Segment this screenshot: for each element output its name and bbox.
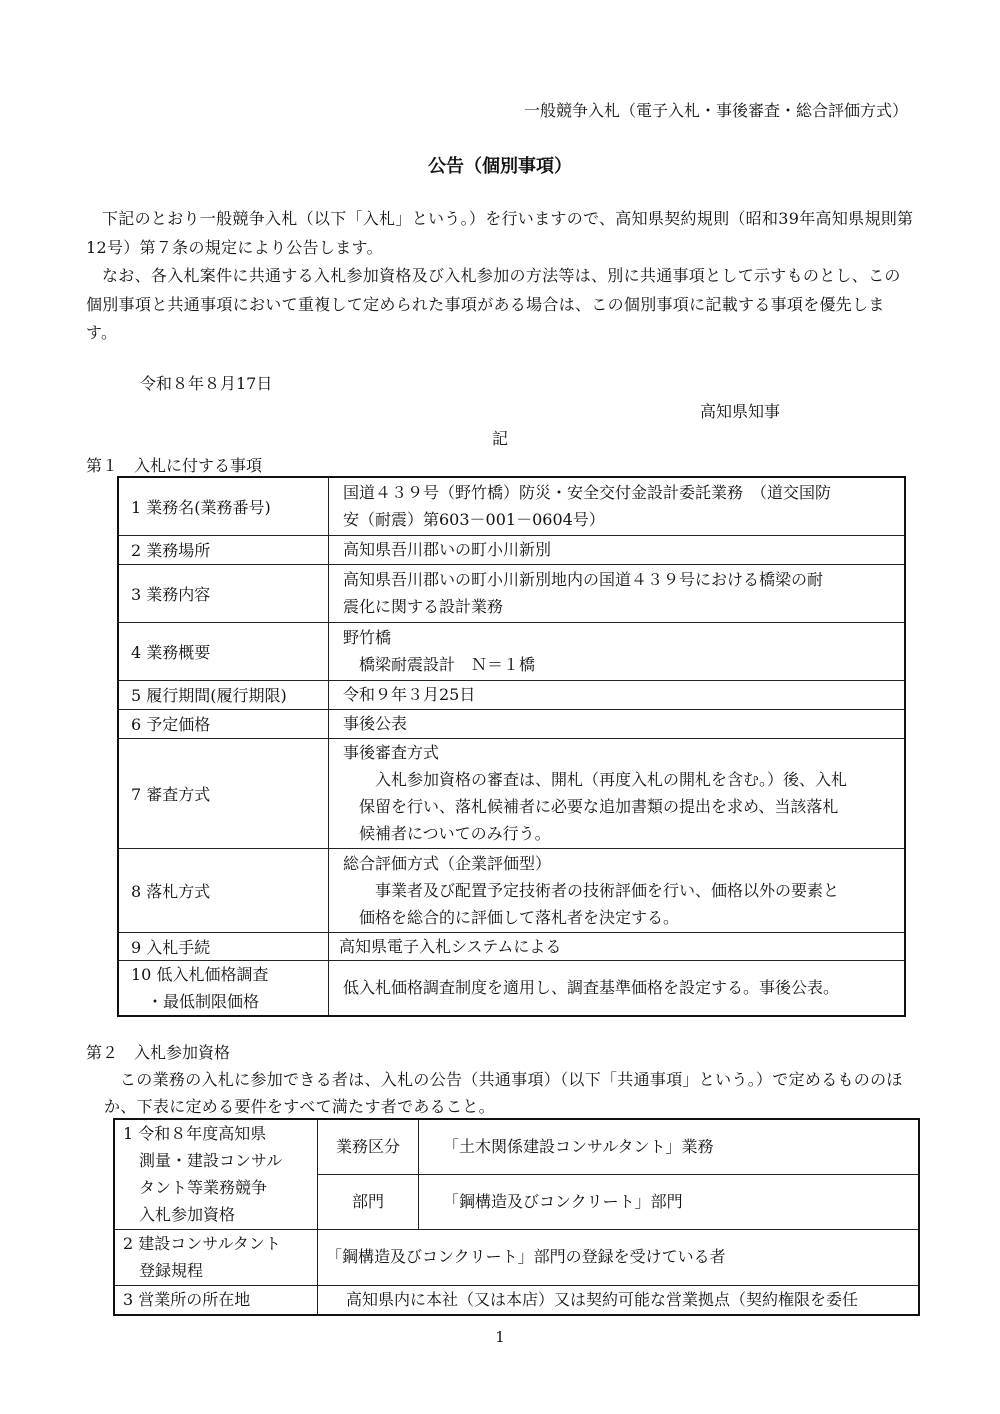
value-line: 入札参加資格の審査は、開札（再度入札の開札を含む。）後、入札 [343,770,848,789]
header-right: 一般競争入札（電子入札・事後審査・総合評価方式） [523,101,908,120]
row-value: 令和９年３月25日 [329,680,906,709]
intro-paragraph-2: なお、各入札案件に共通する入札参加資格及び入札参加の方法等は、別に共通事項として示すものとし、この個別事項と共通事項において重複して定められた事項がある場合は、この個別事項に記載する事項を優先します。 [86,266,901,342]
section1-heading: 第１ 入札に付する事項 [86,456,263,475]
row-key: 2 業務場所 [118,535,329,564]
row-value: 高知県内に本社（又は本店）又は契約可能な営業拠点（契約権限を委任 [318,1285,920,1315]
row-key: 10 低入札価格調査 ・最低制限価格 [118,960,329,1016]
section1-table [117,476,906,1017]
value-line: 事後審査方式 [343,743,440,762]
value-line: 候補者についてのみ行う。 [343,824,551,843]
intro-paragraph-1: 下記のとおり一般競争入札（以下「入札」という。）を行いますので、高知県契約規則（昭和39年高知県規則第12号）第７条の規定により公告します。 [86,209,914,257]
row-key: 1 業務名(業務番号) [118,477,329,535]
section2-heading: 第２ 入札参加資格 [86,1043,231,1062]
page-title: 公告（個別事項） [428,156,572,177]
value-line: 高知県吾川郡いの町小川新別地内の国道４３９号における橋梁の耐 [343,570,824,589]
row-value: 高知県電子入札システムによる [329,932,906,960]
row-value [329,477,906,535]
row-key: 3 営業所の所在地 [114,1285,318,1315]
row-value: 高知県吾川郡いの町小川新別 [329,535,906,564]
row-key: 5 履行期間(履行期限) [118,680,329,709]
row-value [329,848,906,932]
table-row [118,477,905,535]
value-line: 価格を総合的に評価して落札者を決定する。 [343,907,680,927]
row-value [329,738,906,848]
table-row [118,932,905,960]
row-key: 7 審査方式 [118,738,329,848]
issuer: 高知県知事 [700,402,781,421]
row-key: 6 予定価格 [118,709,329,738]
row-key: 8 落札方式 [118,848,329,932]
value-line: 安（耐震）第603－001－0604号） [343,510,605,530]
value-line: 震化に関する設計業務 [343,597,504,616]
table-row [114,1229,919,1285]
row-key [114,1119,318,1229]
row-key [114,1229,318,1285]
section2-intro: この業務の入札に参加できる者は、入札の公告（共通事項）（以下「共通事項」という。）で定めるもののほか、下表に定める要件をすべて満たす者であること。 [104,1070,903,1116]
key-line: タント等業務競争 [123,1178,268,1198]
page-number: 1 [495,1328,505,1346]
sub-value: 「鋼構造及びコンクリート」部門 [419,1174,920,1229]
key-line: 入札参加資格 [123,1205,236,1225]
sub-value: 「土木関係建設コンサルタント」業務 [419,1119,920,1174]
row-key: 9 入札手続 [118,932,329,960]
value-line: 総合評価方式（企業評価型） [343,853,552,873]
table-row [114,1119,919,1174]
value-line: 国道４３９号（野竹橋）防災・安全交付金設計委託業務 （道交国防 [343,483,832,503]
table-row [114,1285,919,1315]
sub-label: 業務区分 [318,1119,419,1174]
table-row [118,738,905,848]
announcement-date: 令和８年８月17日 [140,374,273,393]
row-value: 「鋼構造及びコンクリート」部門の登録を受けている者 [318,1229,920,1285]
sub-label: 部門 [318,1174,419,1229]
row-key: 4 業務概要 [118,622,329,680]
key-line: 2 建設コンサルタント [123,1234,281,1253]
row-value [329,622,906,680]
row-key: 3 業務内容 [118,564,329,622]
value-line: 事業者及び配置予定技術者の技術評価を行い、価格以外の要素と [343,880,840,900]
table-row [118,960,905,1016]
ki-mark: 記 [492,429,509,448]
value-line: 保留を行い、落札候補者に必要な追加書類の提出を求め、当該落札 [343,797,839,816]
row-value [329,564,906,622]
key-line: 1 令和８年度高知県 [123,1124,267,1144]
table-row [118,680,905,709]
key-line: 測量・建設コンサル [123,1151,283,1171]
table-row [118,622,905,680]
table-row [118,535,905,564]
table-row [118,709,905,738]
value-line: 野竹橋 [343,628,392,647]
section2-table [113,1118,920,1316]
value-line: 橋梁耐震設計 Ｎ＝１橋 [343,655,536,674]
row-value: 低入札価格調査制度を適用し、調査基準価格を設定する。事後公表。 [329,960,906,1016]
row-value: 事後公表 [329,709,906,738]
table-row [118,848,905,932]
key-line: 登録規程 [123,1261,204,1280]
table-row [118,564,905,622]
